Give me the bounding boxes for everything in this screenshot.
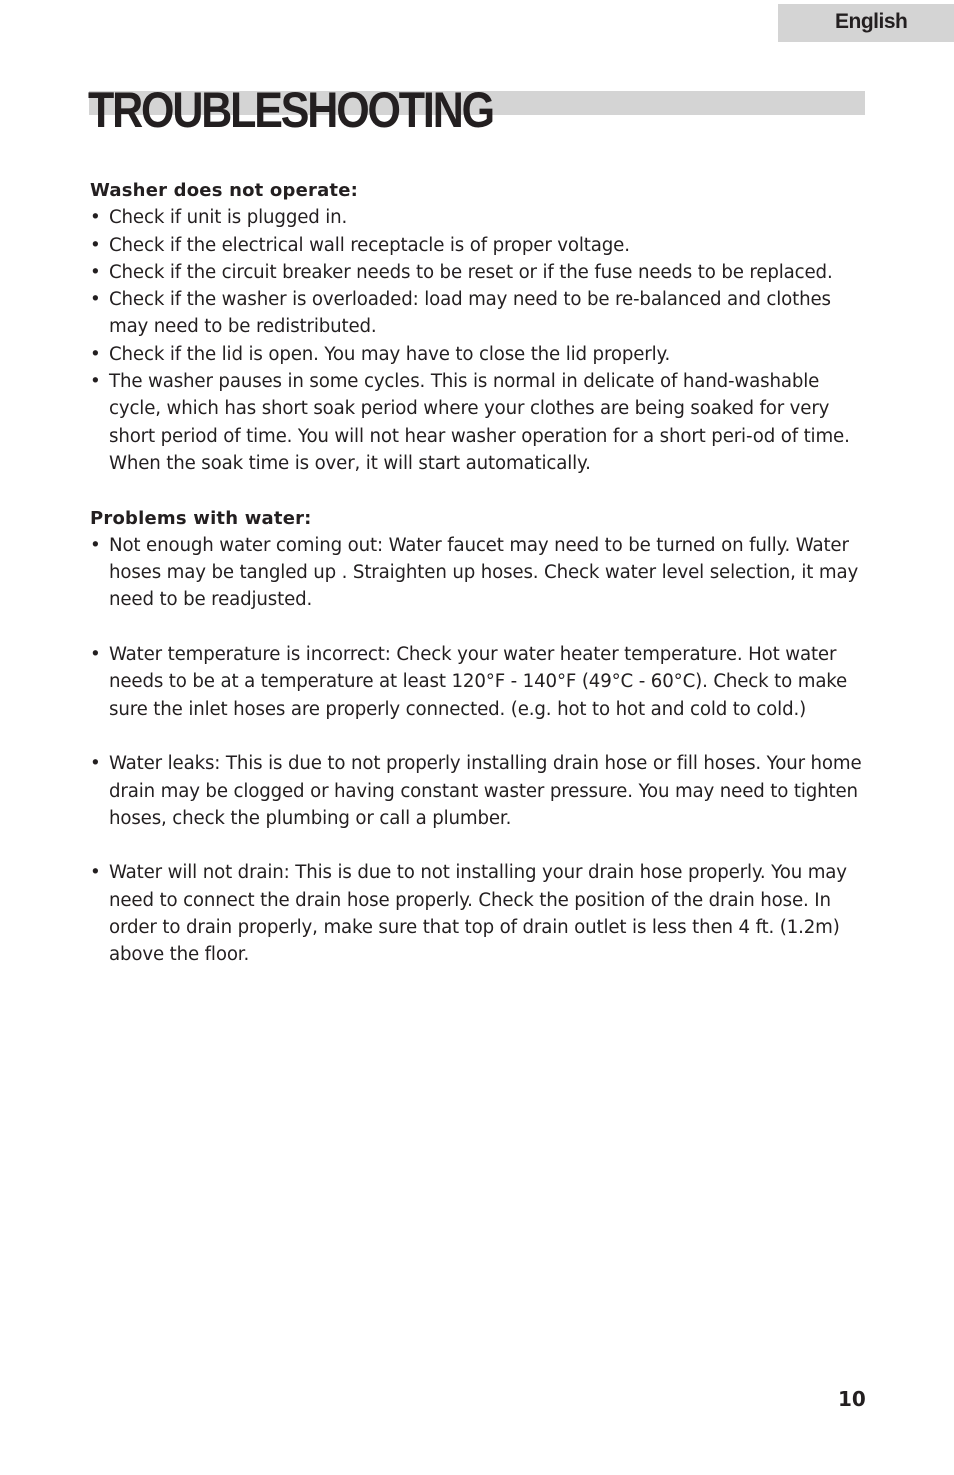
bullet-icon: •	[90, 644, 101, 666]
bullet-icon: •	[90, 207, 101, 229]
list-item	[90, 341, 866, 368]
list-item-text: Check if the lid is open. You may have to close the lid properly.	[109, 343, 671, 365]
list-item-text: Check if the washer is overloaded: load may need to be re-balanced and clothes may need to be redistributed.	[109, 289, 831, 338]
list-item-text: Check if unit is plugged in.	[109, 207, 348, 229]
list-item-text: Not enough water coming out: Water faucet may need to be turned on fully. Water hoses may be tangled up . Straighten up hoses. Check water level selection, it may need to be readjusted.	[109, 534, 859, 611]
language-tab: English	[778, 4, 954, 42]
bullet-icon: •	[90, 862, 101, 884]
bullet-icon: •	[90, 289, 101, 311]
section-heading-washer-does-not-operate: Washer does not operate:	[90, 180, 359, 201]
list-item	[90, 859, 866, 968]
washer-does-not-operate-list	[90, 204, 866, 477]
bullet-icon: •	[90, 234, 101, 256]
list-item-text: Water will not drain: This is due to not installing your drain hose properly. You may need to connect the drain hose properly. Check the position of the drain hose. In order to drain properly, make sure that top of drain outlet is less then 4 ft. (1.2m) above the floor.	[109, 862, 847, 966]
list-item	[90, 204, 866, 231]
page-number: 10	[838, 1387, 866, 1411]
list-item-text: Check if the electrical wall receptacle is of proper voltage.	[109, 234, 630, 256]
list-item	[90, 368, 866, 477]
bullet-icon: •	[90, 371, 101, 393]
page-title: TROUBLESHOOTING	[88, 82, 493, 138]
list-item	[90, 286, 866, 341]
list-item	[90, 532, 866, 614]
list-item	[90, 259, 866, 286]
section-heading-problems-with-water: Problems with water:	[90, 507, 312, 529]
troubleshooting-content	[90, 177, 866, 969]
bullet-icon: •	[90, 534, 101, 556]
list-item	[90, 641, 866, 723]
list-item	[90, 750, 866, 832]
section-spacer	[90, 477, 866, 504]
bullet-icon: •	[90, 261, 101, 283]
list-item-text: Check if the circuit breaker needs to be reset or if the fuse needs to be replaced.	[109, 261, 833, 283]
problems-with-water-list	[90, 532, 866, 969]
list-item-text: The washer pauses in some cycles. This is normal in delicate of hand-washable cycle, which has short soak period where your clothes are being soaked for very short period of time. You will not hear washer operation for a short peri-od of time. When the soak time is over, it will start automatically.	[109, 371, 850, 474]
list-item-text: Water leaks: This is due to not properly installing drain hose or fill hoses. Your home drain may be clogged or having constant waster pressure. You may need to tighten hoses, check the plumbing or call a plumber.	[109, 753, 862, 829]
list-item	[90, 232, 866, 259]
bullet-icon: •	[90, 343, 101, 365]
list-item-text: Water temperature is incorrect: Check your water heater temperature. Hot water needs to be at a temperature at least 120°F - 140°F (49°C - 60°C). Check to make sure the inlet hoses are properly connected. (e.g. hot to hot and cold to cold.)	[109, 644, 848, 720]
bullet-icon: •	[90, 753, 101, 775]
